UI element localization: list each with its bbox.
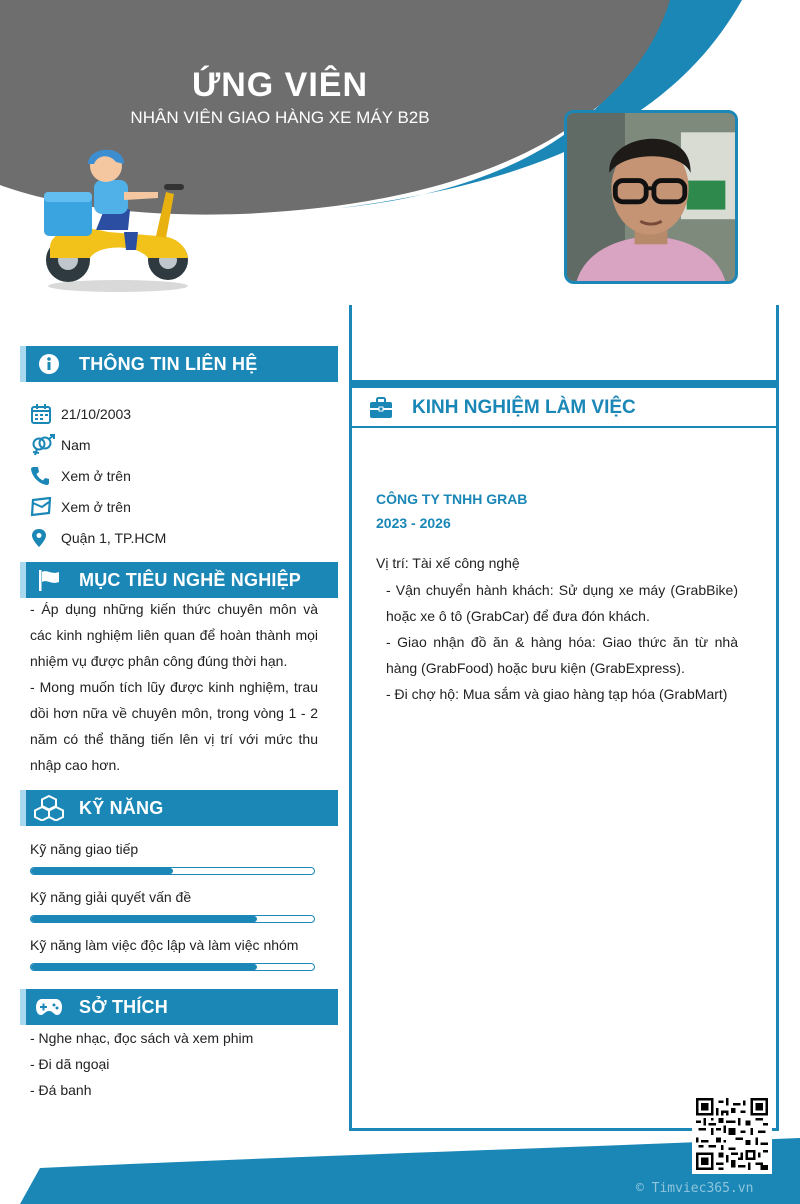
skill-name: Kỹ năng giao tiếp [30,841,139,857]
skill-level-bar [30,867,315,875]
section-title: KINH NGHIỆM LÀM VIỆC [412,397,636,418]
work-position: Vị trí: Tài xế công nghệ [376,555,520,571]
location-icon [30,528,61,548]
briefcase-icon [352,397,410,419]
section-title: MỤC TIÊU NGHỀ NGHIỆP [79,569,302,590]
profile-photo [564,110,738,284]
email-icon [30,497,61,517]
gender-icon [30,434,61,456]
skill-level-fill [31,868,173,874]
company-name: CÔNG TY TNHH GRAB [376,491,528,507]
contact-value: Nam [61,437,91,453]
contact-phone [30,464,131,488]
hobby-item: - Đá banh [30,1082,92,1098]
section-header-objective [20,562,338,598]
contact-address [30,526,166,550]
skill-name: Kỹ năng làm việc độc lập và làm việc nhóm [30,937,299,953]
delivery-scooter-illustration [38,140,198,295]
skill-level-bar [30,915,315,923]
objective-paragraph: - Áp dụng những kiến thức chuyên môn và các kinh nghiệm liên quan để hoàn thành mọi nhiệm vụ được phân công đúng thời hạn. [30,601,318,669]
experience-details [386,577,738,707]
qr-code-image [696,1098,768,1170]
contact-value: Xem ở trên [61,499,131,515]
contact-email [30,495,131,519]
experience-detail-item: - Đi chợ hộ: Mua sắm và giao hàng tạp hóa (GrabMart) [386,686,728,702]
gamepad-icon [26,998,72,1016]
hobby-item: - Đi dã ngoại [30,1056,110,1072]
profile-photo-image [567,113,735,281]
section-header-hobbies [20,989,338,1025]
contact-value: Xem ở trên [61,468,131,484]
contact-birthdate [30,402,131,426]
contact-value: 21/10/2003 [61,406,132,422]
section-title: SỞ THÍCH [79,996,168,1017]
section-header-contact [20,346,338,382]
skill-level-bar [30,963,315,971]
job-title: NHÂN VIÊN GIAO HÀNG XE MÁY B2B [130,108,430,127]
phone-icon [30,466,61,486]
contact-value: Quận 1, TP.HCM [61,530,167,546]
flag-icon [26,569,72,591]
info-icon [26,353,72,375]
experience-detail-item: - Vận chuyển hành khách: Sử dụng xe máy (GrabBike) hoặc xe ô tô (GrabCar) để đưa đón khách. [386,582,738,624]
contact-gender [30,433,91,457]
objective-paragraph: - Mong muốn tích lũy được kinh nghiệm, trau dồi hơn nữa về chuyên môn, trong vòng 1 - 2 năm có thể thăng tiến lên vị trí với mức thu nhập cao hơn. [30,679,318,773]
section-title: THÔNG TIN LIÊN HỆ [79,353,258,374]
qr-code[interactable] [692,1094,772,1174]
watermark: © Timviec365.vn [636,1181,754,1196]
experience-divider [349,380,779,388]
experience-panel [349,305,779,1131]
candidate-name: ỨNG VIÊN [191,66,368,104]
section-title: KỸ NĂNG [79,797,164,818]
section-header-skills [20,790,338,826]
experience-detail-item: - Giao nhận đồ ăn & hàng hóa: Giao thức ăn từ nhà hàng (GrabFood) hoặc bưu kiện (GrabExpress). [386,634,738,676]
cubes-icon [26,795,72,821]
skill-level-fill [31,916,257,922]
hobby-item: - Nghe nhạc, đọc sách và xem phim [30,1030,254,1046]
skill-level-fill [31,964,257,970]
skill-name: Kỹ năng giải quyết vấn đề [30,889,192,905]
objective-text [30,596,318,778]
section-header-experience [352,390,776,428]
work-period: 2023 - 2026 [376,515,451,531]
calendar-icon [30,403,61,425]
